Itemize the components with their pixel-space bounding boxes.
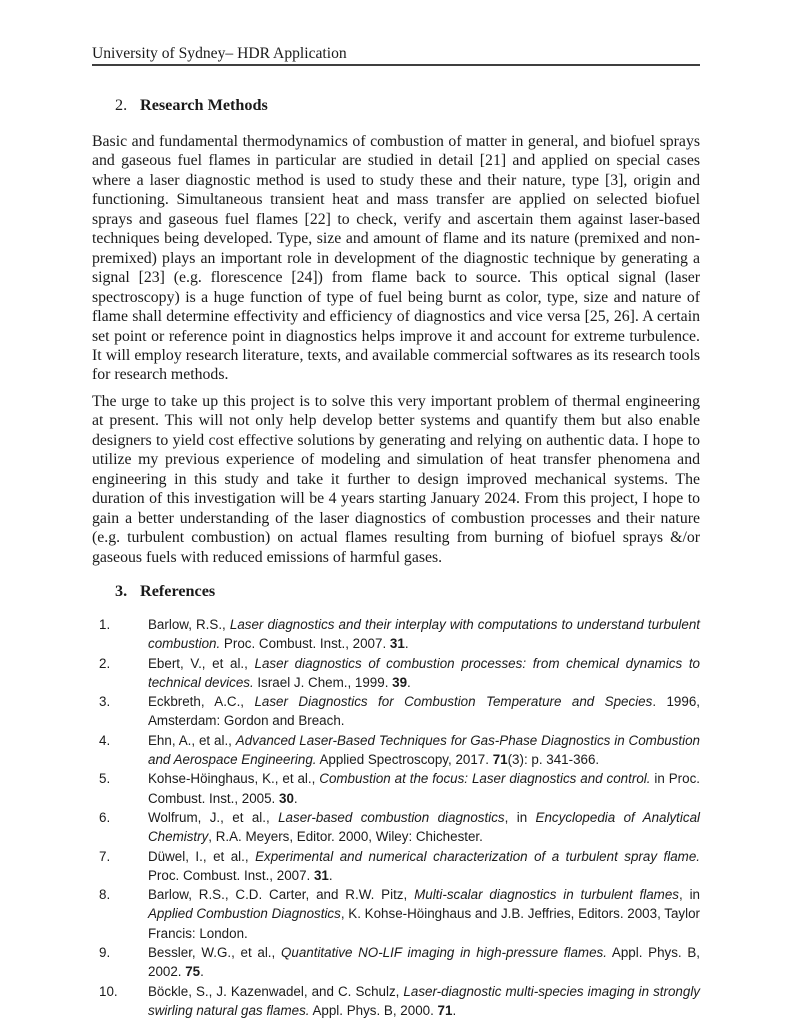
research-methods-paragraph-1: Basic and fundamental thermodynamics of combustion of matter in general, and biofuel sprays and gaseous fuel flames in particular are studied in detail [21] and applied on special cases where a laser diagnostic method is used to study these and their nature, type [3], origin and functioning. Simultaneous transient heat and mass transfer are applied on selected biofuel sprays and gaseous fuel flames [22] to check, verify and ascertain them against laser-based techniques being developed. Type, size and amount of flame and its nature (premixed and non-premixed) plays an important role in development of the diagnostic technique by generating a signal [23] (e.g. florescence [24]) from flame back to source. This optical signal (laser spectroscopy) is a huge function of type of fuel being burnt as color, type, size and nature of flame shall determine effectivity and efficiency of diagnostics and vice versa [25, 26]. A certain set point or reference point in diagnostics helps improve it and account for extreme turbulence. It will employ research literature, texts, and available commercial softwares as its research tools for research methods. (92, 133, 700, 384)
reference-text-run: , R.A. Meyers, Editor. 2000, Wiley: Chichester. (208, 829, 483, 845)
reference-item (92, 769, 700, 808)
reference-text-run: in Proc. Combust. Inst., 2005. (148, 771, 700, 806)
reference-text-run: . (404, 636, 409, 652)
reference-text-run: Kohse-Höinghaus, K., et al., (148, 771, 320, 787)
references-list (92, 615, 700, 1020)
reference-text (148, 847, 700, 886)
reference-text (148, 654, 700, 693)
section-number: 3. (115, 581, 128, 600)
page-header-title: University of Sydney– HDR Application (92, 45, 347, 62)
reference-text-run: Applied Spectroscopy, 2017. (316, 752, 493, 768)
reference-text-run: Düwel, I., et al., (148, 848, 256, 864)
reference-text-run: Ehn, A., et al., (148, 732, 236, 748)
reference-item (92, 943, 700, 982)
reference-item (92, 847, 700, 886)
reference-text-run: Israel J. Chem., 1999. (253, 674, 393, 690)
section-title: Research Methods (140, 96, 268, 114)
reference-text-run: . (452, 1002, 457, 1018)
section-heading-references (92, 582, 700, 601)
reference-text-run: (3): p. 341-366. (507, 752, 600, 768)
reference-text-run: . (328, 867, 333, 883)
reference-text-run: Combustion at the focus: Laser diagnostics and control. (319, 771, 651, 787)
reference-text (148, 982, 700, 1021)
reference-number: 7. (99, 848, 111, 864)
reference-text-run: Proc. Combust. Inst., 2007. (148, 867, 314, 883)
reference-text-run: Laser diagnostics of combustion processes: from chemical dynamics to technical devices. (148, 655, 700, 690)
reference-item (92, 731, 700, 770)
reference-text-run: Multi-scalar diagnostics in turbulent flames (414, 887, 679, 903)
reference-text (148, 692, 700, 731)
reference-number: 10. (99, 983, 118, 999)
reference-item (92, 692, 700, 731)
reference-number: 5. (99, 771, 111, 787)
section-title: References (140, 581, 216, 600)
reference-text-run: , in (504, 809, 536, 825)
reference-text-run: Appl. Phys. B, 2000. (309, 1002, 438, 1018)
reference-text-run: Ebert, V., et al., (148, 655, 255, 671)
reference-number: 1. (99, 616, 111, 632)
reference-text-run: 75 (185, 964, 201, 980)
reference-text-run: Wolfrum, J., et al., (148, 809, 279, 825)
reference-number: 3. (99, 694, 111, 710)
reference-text-run: Experimental and numerical characterization of a turbulent spray flame. (255, 848, 700, 864)
reference-number: 6. (99, 809, 111, 825)
reference-text-run: Böckle, S., J. Kazenwadel, and C. Schulz, (148, 983, 404, 999)
reference-text-run: 31 (313, 867, 329, 883)
reference-text-run: . (293, 790, 298, 806)
reference-number: 2. (99, 655, 111, 671)
section-number: 2. (115, 96, 128, 114)
reference-item (92, 885, 700, 943)
page-header (92, 44, 700, 66)
reference-text-run: Laser-diagnostic multi-species imaging in strongly swirling natural gas flames. (148, 983, 700, 1018)
reference-text-run: . (407, 674, 411, 690)
reference-text (148, 769, 700, 808)
reference-item (92, 615, 700, 654)
reference-text-run: Advanced Laser-Based Techniques for Gas-Phase Diagnostics in Combustion and Aerospace Engineering. (148, 732, 701, 768)
reference-text (148, 885, 700, 943)
reference-text-run: Proc. Combust. Inst., 2007. (220, 636, 390, 652)
reference-item (92, 982, 700, 1021)
reference-number: 4. (99, 732, 111, 748)
reference-text-run: , in (678, 887, 700, 903)
reference-text-run: 30 (279, 790, 294, 806)
reference-text-run: Bessler, W.G., et al., (148, 945, 281, 961)
reference-text-run: 31 (389, 636, 405, 652)
reference-text (148, 943, 700, 982)
reference-text-run: 39 (392, 674, 408, 690)
reference-text-run: Applied Combustion Diagnostics (148, 906, 341, 922)
reference-item (92, 654, 700, 693)
reference-text-run: Barlow, R.S., (148, 616, 230, 632)
reference-text (148, 731, 700, 770)
reference-text-run: , K. Kohse-Höinghaus and J.B. Jeffries, Editors. 2003, Taylor Francis: London. (148, 906, 701, 941)
reference-item (92, 808, 700, 847)
reference-text-run: Quantitative NO-LIF imaging in high-pressure flames. (280, 945, 607, 961)
reference-text-run: 71 (492, 752, 508, 768)
section-heading-research-methods (92, 96, 700, 115)
reference-number: 8. (99, 887, 111, 903)
reference-text-run: . (200, 964, 204, 980)
reference-text-run: . 1996, Amsterdam: Gordon and Breach. (148, 694, 700, 729)
reference-text-run: Laser diagnostics and their interplay with computations to understand turbulent combustion. (148, 616, 700, 652)
reference-text-run: Barlow, R.S., C.D. Carter, and R.W. Pitz, (148, 887, 415, 903)
reference-text-run: Encyclopedia of Analytical Chemistry (148, 809, 700, 845)
reference-text-run: Laser Diagnostics for Combustion Temperature and Species (254, 694, 653, 710)
reference-number: 9. (99, 945, 111, 961)
reference-text (148, 615, 700, 654)
reference-text-run: Laser-based combustion diagnostics (278, 809, 505, 825)
reference-text-run: Appl. Phys. B, 2002. (148, 945, 700, 980)
research-methods-paragraph-2: The urge to take up this project is to solve this very important problem of thermal engineering at present. This will not only help develop better systems and quantify them but also enable designers to yield cost effective solutions by generating and relying on authentic data. I hope to utilize my previous experience of modeling and simulation of heat transfer phenomena and engineering in this study and take it further to design improved mechanical systems. The duration of this investigation will be 4 years starting January 2024. From this project, I hope to gain a better understanding of the laser diagnostics of combustion processes and their nature (e.g. turbulent combustion) on actual flames resulting from burning of biofuel sprays &/or gaseous fuels with reduced emissions of harmful gases. (92, 392, 700, 566)
reference-text-run: 71 (437, 1002, 453, 1018)
reference-text-run: Eckbreth, A.C., (148, 694, 255, 710)
reference-text (148, 808, 700, 847)
